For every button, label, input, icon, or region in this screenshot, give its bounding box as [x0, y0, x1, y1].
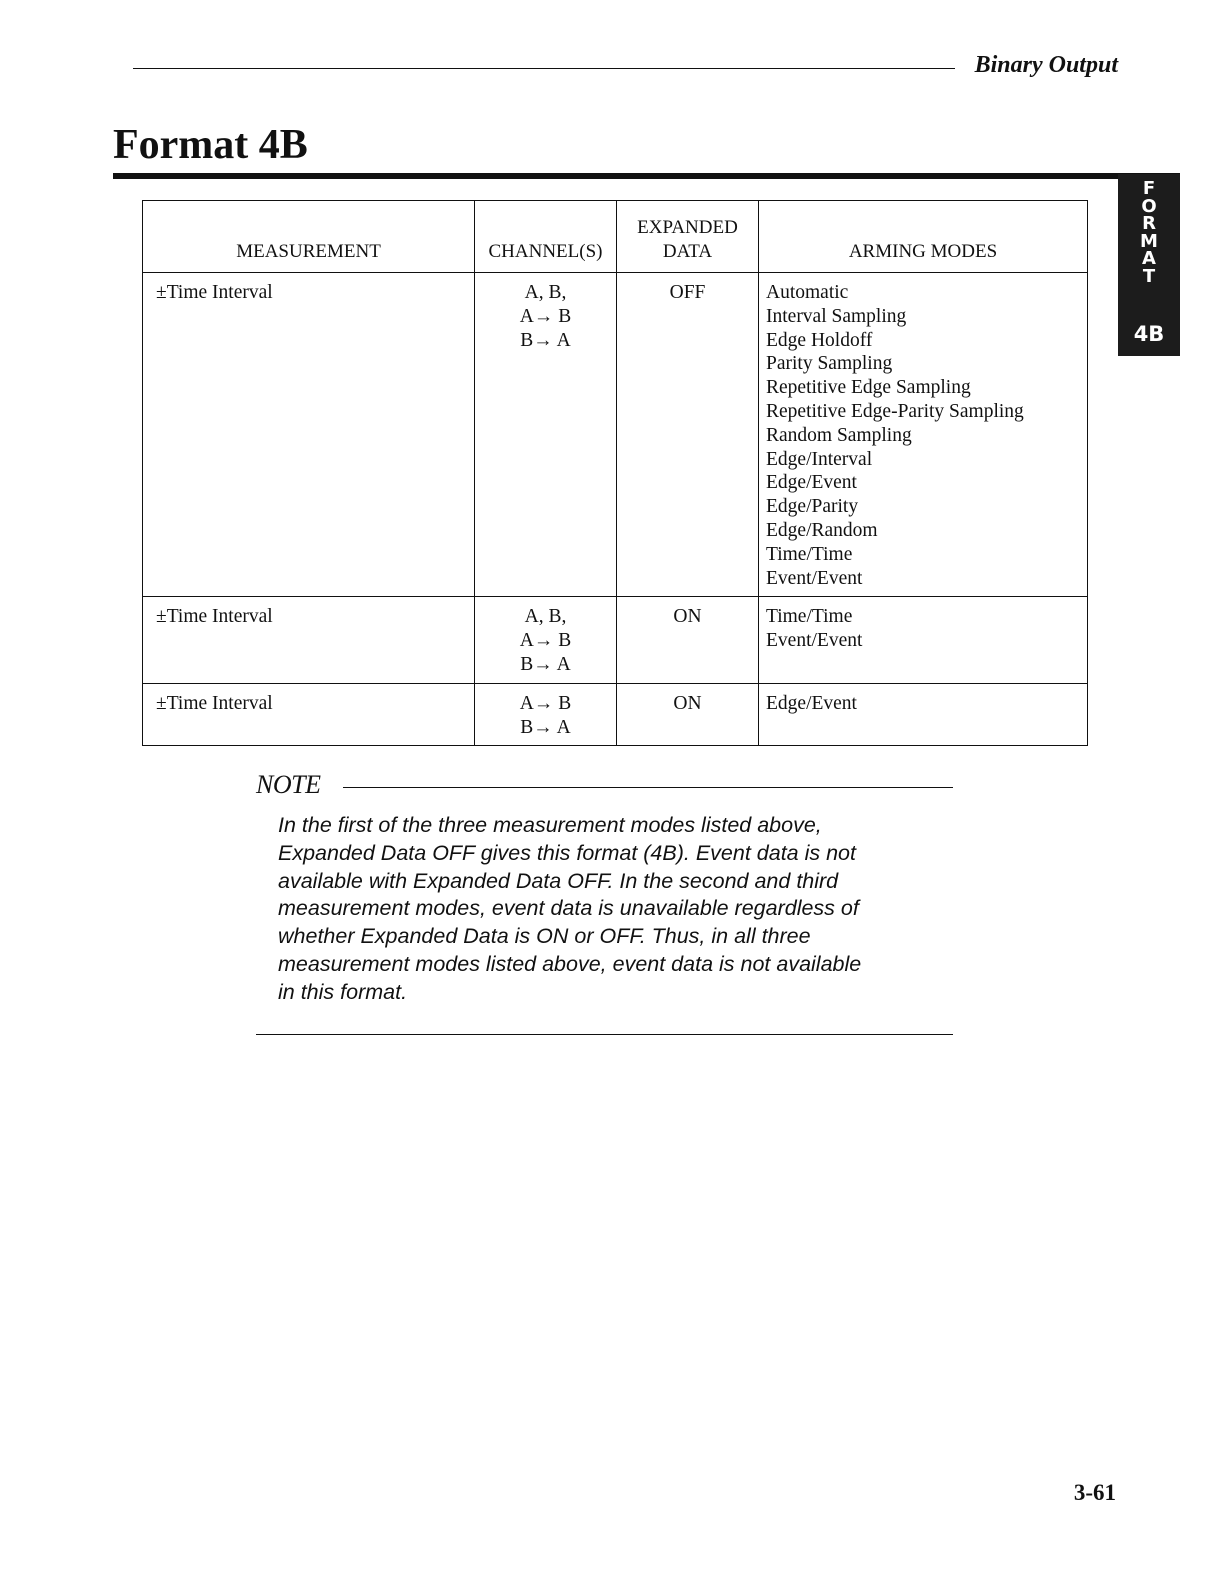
channel-line: B→ A — [520, 716, 571, 738]
arming-mode: Time/Time — [766, 543, 853, 565]
note-line: Expanded Data OFF gives this format (4B). Event data is not — [278, 840, 856, 865]
table-row — [143, 597, 1088, 683]
page-title: Format 4B — [113, 122, 308, 168]
arming-mode: Automatic — [766, 282, 849, 303]
arming-mode: Edge/Random — [766, 519, 878, 541]
header-expanded-line: DATA — [662, 241, 713, 262]
channel-line: A→ B — [519, 692, 572, 714]
header-arming-modes: ARMING MODES — [759, 201, 1088, 273]
note-end-rule — [256, 1034, 953, 1035]
cell-measurement: ±Time Interval — [143, 683, 475, 746]
side-tab-letter: O — [1141, 195, 1157, 217]
running-head — [133, 52, 1118, 82]
cell-expanded-data: OFF — [617, 273, 759, 597]
cell-measurement: ±Time Interval — [143, 273, 475, 597]
note-line: whether Expanded Data is ON or OFF. Thus, in all three — [278, 924, 811, 949]
arming-mode: Random Sampling — [766, 424, 912, 446]
note-label-rule — [343, 787, 953, 788]
header-measurement: MEASUREMENT — [143, 201, 475, 273]
arming-mode: Parity Sampling — [766, 353, 893, 375]
cell-expanded-data: ON — [617, 683, 759, 746]
table-header-row — [143, 201, 1088, 273]
cell-expanded-data: ON — [617, 597, 759, 683]
cell-measurement: ±Time Interval — [143, 597, 475, 683]
side-tab — [1118, 174, 1180, 356]
channel-line: A→ B — [519, 305, 572, 327]
arming-mode: Edge/Interval — [766, 448, 873, 470]
side-tab-letters — [1118, 180, 1180, 285]
side-tab-letter: R — [1142, 213, 1156, 234]
arming-mode: Repetitive Edge Sampling — [766, 377, 971, 399]
cell-arming-modes — [759, 683, 1088, 746]
arming-mode: Event/Event — [766, 630, 863, 652]
title-rule — [113, 173, 1180, 179]
page-number: 3-61 — [1073, 1480, 1116, 1505]
cell-arming-modes — [759, 273, 1088, 597]
note-line: measurement modes, event data is unavailable regardless of — [278, 896, 859, 921]
arming-mode: Edge/Event — [766, 472, 857, 494]
arming-mode: Event/Event — [766, 567, 863, 589]
side-tab-letter: A — [1142, 248, 1156, 269]
arming-mode: Edge/Parity — [766, 496, 859, 518]
channel-line: B→ A — [520, 329, 571, 351]
note-line: measurement modes listed above, event data is not available — [278, 951, 862, 976]
note-label: NOTE — [256, 770, 321, 799]
cell-channels — [475, 273, 617, 597]
header-expanded-line: EXPANDED — [637, 217, 738, 238]
channel-line: A, B, — [524, 282, 567, 303]
arming-mode: Edge/Event — [766, 692, 857, 714]
cell-channels — [475, 683, 617, 746]
cell-arming-modes — [759, 597, 1088, 683]
cell-channels — [475, 597, 617, 683]
header-channels: CHANNEL(S) — [475, 201, 617, 273]
note-line: in this format. — [278, 979, 408, 1004]
note-line: available with Expanded Data OFF. In the second and third — [278, 868, 839, 893]
arming-mode: Interval Sampling — [766, 305, 907, 327]
channel-line: A, B, — [524, 606, 567, 628]
arming-mode: Edge Holdoff — [766, 329, 873, 351]
running-head-rule — [133, 68, 955, 69]
running-head-title: Binary Output — [974, 52, 1118, 78]
table-row — [143, 273, 1088, 597]
channel-line: A→ B — [519, 630, 572, 652]
format-table — [142, 200, 1088, 746]
note-line: In the first of the three measurement modes listed above, — [278, 813, 822, 837]
header-expanded-data — [617, 201, 759, 273]
table-row — [143, 683, 1088, 746]
arming-mode: Repetitive Edge-Parity Sampling — [766, 400, 1024, 422]
side-tab-code: 4B — [1133, 322, 1165, 346]
side-tab-letter: T — [1142, 265, 1156, 287]
arming-mode: Time/Time — [766, 606, 853, 628]
channel-line: B→ A — [520, 653, 571, 675]
note-body — [278, 812, 948, 1007]
side-tab-letter: F — [1142, 178, 1156, 199]
side-tab-letter: M — [1140, 230, 1158, 252]
